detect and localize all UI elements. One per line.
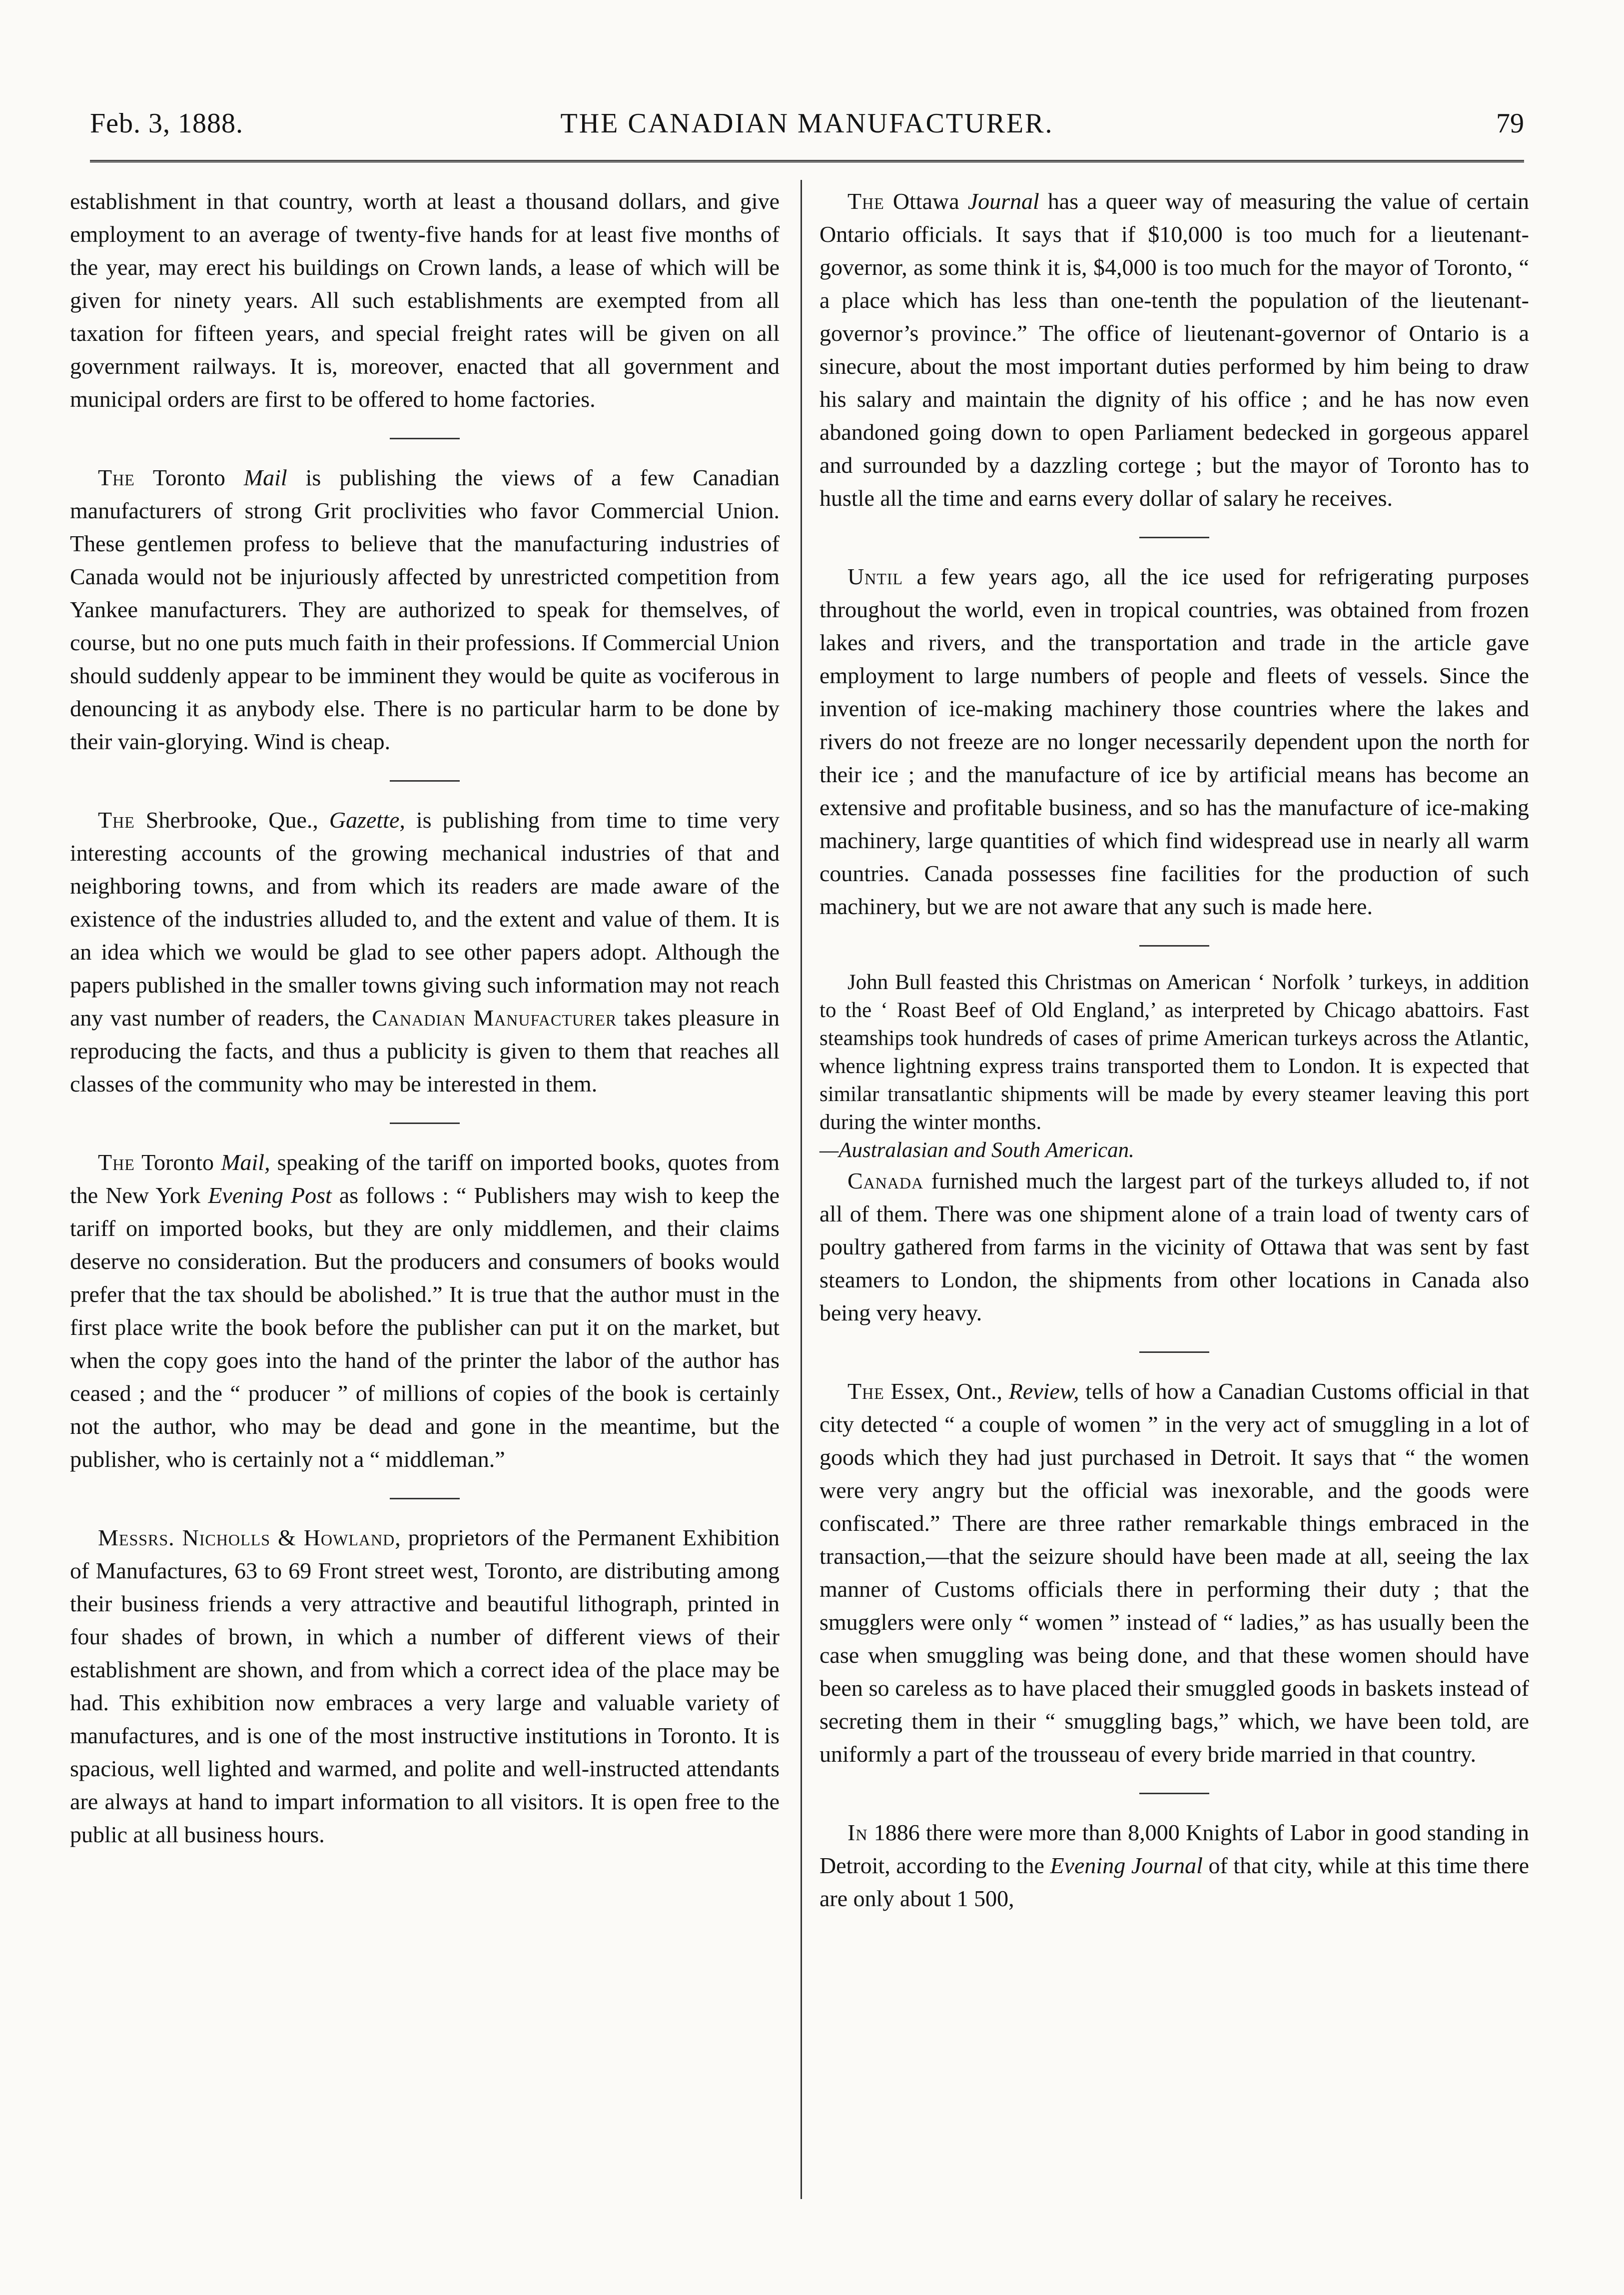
article-canada-turkeys [819,1164,1529,1329]
article-text: proprietors of the Permanent Exhibition of Manufactures, 63 to 69 Front street west, Toronto, are distributing among their business friends a very attractive and beautiful lithograph, printed in four shades of brown, in which a number of different views of their establishment are shown, and from which a correct idea of the place may be had. This exhibition now embraces a very large and valuable variety of manufactures, and is one of the most instructive institutions in Toronto. It is spacious, well lighted and warmed, and polite and well-instructed attendants are always at hand to impart information to all visitors. It is open free to the public at all business hours. [70,1525,780,1847]
newspaper-name: Gazette, [329,807,405,833]
article-ice-refrigeration [819,560,1529,923]
page-number: 79 [1496,108,1524,139]
article-nicholls-howland [70,1521,780,1851]
header-rule [90,160,1524,162]
lead-word: The [847,188,884,214]
source-name: —Australasian and South American. [819,1139,1134,1162]
article-toronto-mail-book-tariff [70,1146,780,1476]
article-text: tells of how a Canadian Customs official in that city detected “ a couple of women ” in the very act of smuggling in a lot of goods which they had just purchased in Detroit. It says that “ the women were very angry but the official was inexorable, and the goods were confiscated.” There are three rather remarkable things embraced in the transaction,—that the seizure should have been made at all, seeing the lax manner of Customs officials there in performing their duty ; that the smugglers were only “ women ” instead of “ ladies,” as has usually been the case when smuggling was being done, and that these women should have been so careless as to have placed their smuggled goods in baskets instead of secreting them in their “ smuggling bags,” which, we have been told, are uniformly a part of the trousseau of every bride married in that country. [819,1378,1529,1767]
article-text: a few years ago, all the ice used for refrigerating purposes throughout the world, even in tropical countries, was obtained from frozen lakes and rivers, and the transportation and trade in the article gave employment to large numbers of people and fleets of vessels. Since the invention of ice-making machinery those countries where the lakes and rivers do not freeze are no longer necessarily dependent upon the north for their ice ; and the manufacture of ice by artificial means has become an extensive and profitable business, and so has the manufacture of ice-making machinery, large quantities of which find widespread use in nearly all warm countries. Canada possesses fine facilities for the production of such machinery, but we are not aware that any such is made here. [819,564,1529,919]
article-text: furnished much the largest part of the turkeys alluded to, if not all of them. There was one shipment alone of a train load of twenty cars of poultry gathered from farms in the vicinity of Ottawa that was sent by fast steamers to London, the shipments from other locations in Canada also being very heavy. [819,1168,1529,1325]
column-divider [801,180,802,2199]
article-sherbrooke-gazette [70,804,780,1101]
article-text: speaking of the tariff on imported books, quotes from the New York [70,1149,780,1208]
article-text: Sherbrooke, Que., [134,807,329,833]
lead-word: Messrs. Nicholls & Howland, [98,1525,401,1550]
right-column [819,185,1529,1915]
article-separator [1139,1351,1209,1353]
article-text: is publishing the views of a few Canadian manufacturers of strong Grit proclivities who favor Commercial Union. These gentlemen profess to believe that the manufacturing industries of Canada would not be injuriously affected by unrestricted competition from Yankee manufacturers. They are authorized to speak for themselves, of course, but no one puts much faith in their professions. If Commercial Union should suddenly appear to be imminent they would be quite as vociferous in denouncing it as anybody else. There is no particular harm to be done by their vain-glorying. Wind is cheap. [70,465,780,754]
newspaper-name: Evening Post [208,1182,332,1208]
article-text: is publishing from time to time very interesting accounts of the growing mechanical industries of that and neighboring towns, and from which its readers are made aware of the existence of the industries alluded to, and the extent and value of them. It is an idea which we would be glad to see other papers adopt. Although the papers published in the smaller towns giving such information may not reach any vast number of readers, the [70,807,780,1031]
article-text: Toronto [134,465,244,490]
newspaper-name: Mail [243,465,287,490]
lead-word: Until [847,564,903,589]
newspaper-name: Evening Journal [1050,1853,1203,1878]
lead-word: The [98,465,135,490]
newspaper-name: Review, [1008,1378,1079,1404]
article-text: Ottawa [884,188,968,214]
newspaper-name: Journal [967,188,1039,214]
article-text: 1886 there were more than 8,000 Knights of Labor in good standing in Detroit, according to the [819,1820,1529,1878]
article-text: Essex, Ont., [884,1378,1009,1404]
article-text: takes pleasure in reproducing the facts, and thus a publicity is given to them that reaches all classes of the community who may be interested in them. [70,1005,780,1097]
issue-date: Feb. 3, 1888. [90,108,243,139]
left-column [70,185,780,1851]
article-separator [1139,537,1209,538]
article-text: has a queer way of measuring the value of certain Ontario officials. It says that if $10,000 is too much for a lieutenant-governor, as some think it is, $4,000 is too much for the mayor of Toronto, “ a place which has less than one-tenth the population of the lieutenant-governor’s province.” The office of lieutenant-governor of Ontario is a sinecure, about the most important duties performed by him being to draw his salary and maintain the dignity of his office ; and he has now even abandoned going down to open Parliament bedecked in gorgeous apparel and surrounded by a dazzling cortege ; but the mayor of Toronto has to hustle all the time and earns every dollar of salary he receives. [819,188,1529,511]
article-separator [390,1498,460,1499]
article-text: of that city, while at this time there are only about 1 500, [819,1853,1529,1911]
quoted-article-turkeys: John Bull feasted this Christmas on American ‘ Norfolk ’ turkeys, in addition to the ‘ Roast Beef of Old England,’ as interpreted by Chicago abattoirs. Fast steamships took hundreds of cases of prime American turkeys across the Atlantic, whence lightning express trains transported them to London. It is expected that similar transatlantic shipments will be made by every steamer leaving this port during the winter months. [819,971,1529,1134]
article-establishment-continued: establishment in that country, worth at least a thousand dollars, and give employment to an average of twenty-five hands for at least five months of the year, may erect his buildings on Crown lands, a lease of which will be given for ninety years. All such establishments are exempted from all taxation for fifteen years, and special freight rates will be given on all government railways. It is, moreover, enacted that all government and municipal orders are first to be offered to home factories. [70,188,780,412]
publication-name: Canadian Manufacturer [372,1005,617,1031]
article-separator [390,780,460,782]
article-toronto-mail-commercial-union [70,461,780,758]
lead-word: Canada [847,1168,924,1193]
article-essex-review [819,1375,1529,1771]
lead-word: The [98,1149,135,1175]
lead-word: The [847,1378,884,1404]
newspaper-name: Mail, [221,1149,270,1175]
publication-title: THE CANADIAN MANUFACTURER. [560,108,1054,139]
quote-source [819,1137,1529,1164]
page-header [90,107,1524,152]
article-separator [390,438,460,439]
lead-word: The [98,807,135,833]
article-text: as follows : “ Publishers may wish to keep the tariff on imported books, but they are only middlemen, and their claims deserve no consideration. But the producers and consumers of books would prefer that the tax should be abolished.” It is true that the author must in the first place write the book before the publisher can put it on the market, but when the copy goes into the hand of the printer the labor of the author has ceased ; and the “ producer ” of millions of copies of the book is certainly not the author, who may be dead and gone in the meantime, but the publisher, who is certainly not a “ middleman.” [70,1182,780,1472]
article-text: Toronto [134,1149,221,1175]
article-separator [1139,1793,1209,1794]
article-separator [1139,945,1209,947]
article-ottawa-journal [819,185,1529,515]
lead-word: In [847,1820,868,1845]
article-separator [390,1123,460,1124]
article-knights-of-labor [819,1816,1529,1915]
